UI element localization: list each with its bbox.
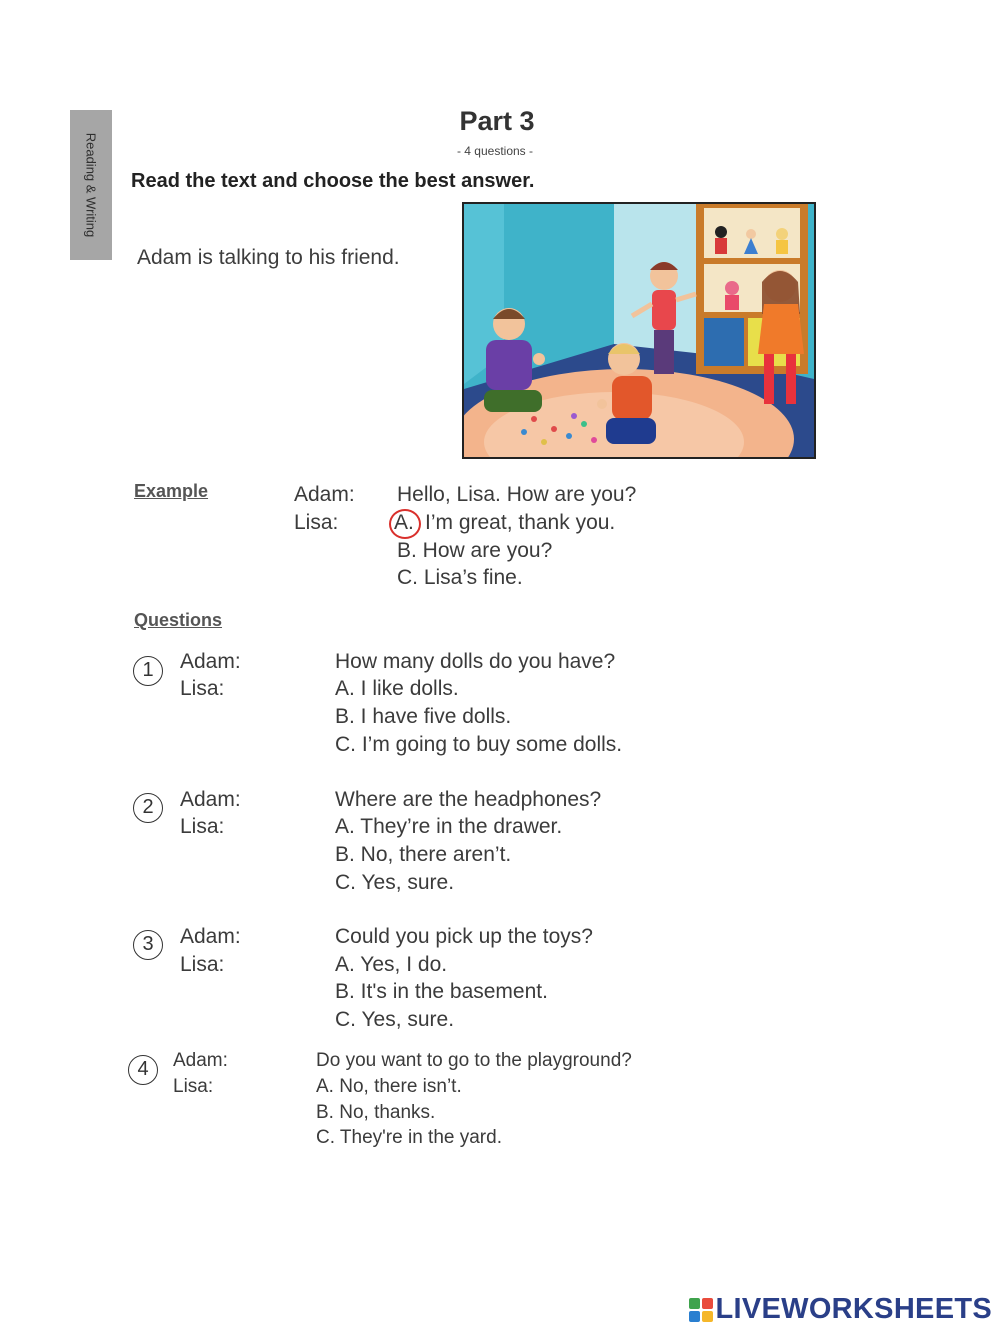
question-number-4: 4 [128,1055,158,1085]
q2-prompt: Where are the headphones? [335,788,602,811]
q1-prompt: How many dolls do you have? [335,650,616,673]
example-speaker-lisa: Lisa: [294,511,339,534]
page-title: Part 3 [459,106,535,136]
classroom-illustration [462,202,816,459]
q4-option-a[interactable]: A. No, there isn’t. [316,1076,462,1097]
q2-option-a[interactable]: A. They’re in the drawer. [335,815,563,838]
side-tab-label: Reading & Writing [83,132,99,238]
q1-option-a[interactable]: A. I like dolls. [335,677,459,700]
q1-speaker-adam: Adam: [180,650,241,673]
children-playing-image [464,204,814,457]
q2-option-c[interactable]: C. Yes, sure. [335,871,455,894]
example-prompt: Hello, Lisa. How are you? [397,483,637,506]
question-number-1: 1 [133,656,163,686]
q3-prompt: Could you pick up the toys? [335,925,593,948]
q4-speaker-lisa: Lisa: [173,1076,214,1097]
q2-option-b[interactable]: B. No, there aren’t. [335,843,512,866]
example-option-c[interactable]: C. Lisa’s fine. [397,566,523,589]
logo-grid-icon [689,1298,713,1322]
q3-option-c[interactable]: C. Yes, sure. [335,1008,455,1031]
q3-option-a[interactable]: A. Yes, I do. [335,953,448,976]
question-number-3: 3 [133,930,163,960]
q1-speaker-lisa: Lisa: [180,677,225,700]
intro-text: Adam is talking to his friend. [137,246,400,269]
q1-option-b[interactable]: B. I have five dolls. [335,705,512,728]
q4-option-c[interactable]: C. They're in the yard. [316,1127,502,1148]
q3-speaker-adam: Adam: [180,925,241,948]
q3-option-b[interactable]: B. It's in the basement. [335,980,548,1003]
example-option-a[interactable]: I’m great, thank you. [425,511,616,534]
logo-text: LIVEWORKSHEETS [715,1293,992,1325]
q1-option-c[interactable]: C. I’m going to buy some dolls. [335,733,623,756]
q4-option-b[interactable]: B. No, thanks. [316,1102,436,1123]
example-option-b[interactable]: B. How are you? [397,539,553,562]
q4-speaker-adam: Adam: [173,1050,228,1071]
example-heading: Example [134,481,209,501]
q2-speaker-adam: Adam: [180,788,241,811]
example-answer-letter[interactable]: A. [394,511,414,534]
instructions: Read the text and choose the best answer. [131,170,535,192]
page-subtitle: - 4 questions - [456,144,534,158]
questions-heading: Questions [134,610,223,630]
example-speaker-adam: Adam: [294,483,355,506]
liveworksheets-logo[interactable] [689,1293,993,1326]
q3-speaker-lisa: Lisa: [180,953,225,976]
q4-prompt: Do you want to go to the playground? [316,1050,632,1071]
q2-speaker-lisa: Lisa: [180,815,225,838]
question-number-2: 2 [133,793,163,823]
